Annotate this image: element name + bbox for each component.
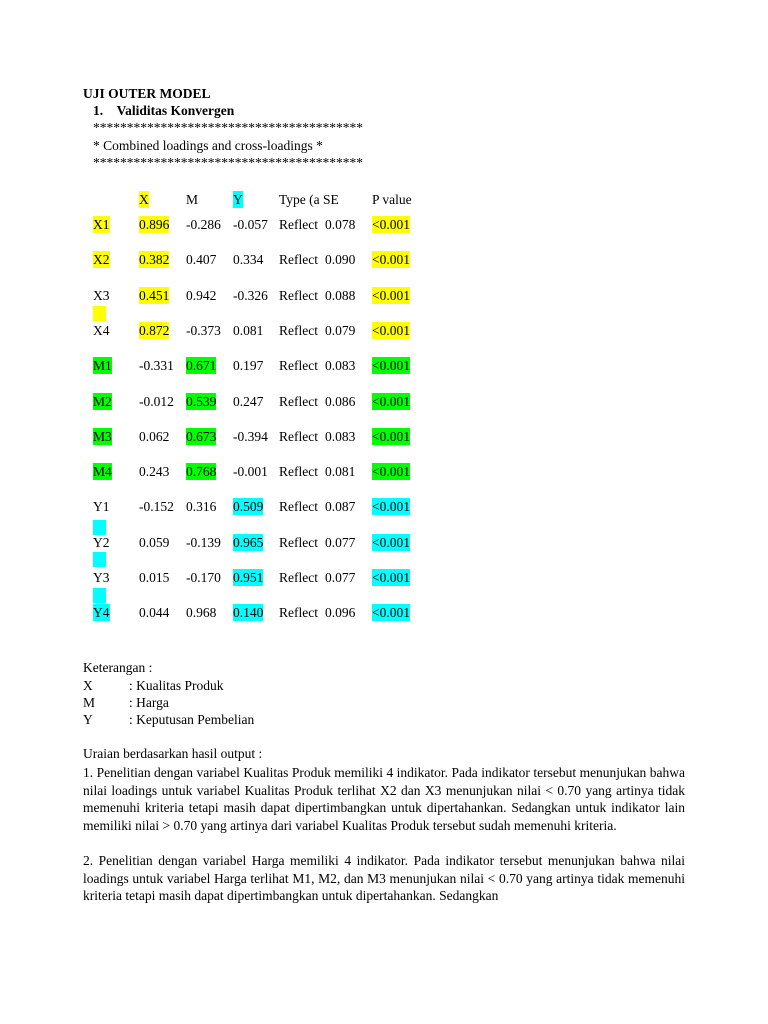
loading-x: -0.012 xyxy=(139,394,174,409)
standard-error: 0.081 xyxy=(325,464,356,479)
standard-error: 0.083 xyxy=(325,358,356,373)
highlight-mark xyxy=(93,552,106,567)
row-label: Y3 xyxy=(93,570,110,585)
p-value: <0.001 xyxy=(372,288,410,303)
legend-key: M xyxy=(83,695,96,710)
p-value: <0.001 xyxy=(372,394,410,409)
row-label: Y2 xyxy=(93,535,110,550)
loading-x: 0.059 xyxy=(139,535,170,550)
indicator-type: Reflect xyxy=(279,252,318,267)
legend-value: : Harga xyxy=(129,695,169,710)
row-label: X3 xyxy=(93,288,110,303)
loading-x: 0.382 xyxy=(139,252,170,267)
p-value: <0.001 xyxy=(372,252,410,267)
standard-error: 0.096 xyxy=(325,605,356,620)
row-label: X2 xyxy=(93,252,110,267)
indicator-type: Reflect xyxy=(279,288,318,303)
row-label: Y4 xyxy=(93,605,110,620)
section-title: Validitas Konvergen xyxy=(116,103,235,118)
loading-x: 0.896 xyxy=(139,217,170,232)
loading-y: 0.334 xyxy=(233,252,264,267)
document-heading: UJI OUTER MODEL xyxy=(83,86,211,101)
indicator-type: Reflect xyxy=(279,429,318,444)
row-label: Y1 xyxy=(93,499,110,514)
legend-item xyxy=(83,677,224,694)
loading-x: 0.451 xyxy=(139,288,170,303)
indicator-type: Reflect xyxy=(279,217,318,232)
section-number: 1. xyxy=(93,103,104,118)
row-label: M1 xyxy=(93,358,112,373)
highlight-mark xyxy=(93,588,106,603)
p-value: <0.001 xyxy=(372,535,410,550)
loading-m: -0.170 xyxy=(186,570,221,585)
loading-m: 0.316 xyxy=(186,499,217,514)
legend-value: : Keputusan Pembelian xyxy=(129,712,255,727)
loading-x: 0.015 xyxy=(139,570,170,585)
loading-m: 0.942 xyxy=(186,288,217,303)
analysis-title: Uraian berdasarkan hasil output : xyxy=(83,746,263,761)
standard-error: 0.077 xyxy=(325,535,356,550)
loading-y: 0.197 xyxy=(233,358,264,373)
p-value: <0.001 xyxy=(372,323,410,338)
legend-key: Y xyxy=(83,712,93,727)
loading-m: 0.671 xyxy=(186,358,217,373)
row-label: M4 xyxy=(93,464,112,479)
loading-m: 0.539 xyxy=(186,394,217,409)
p-value: <0.001 xyxy=(372,605,410,620)
legend-item xyxy=(83,694,169,711)
indicator-type: Reflect xyxy=(279,464,318,479)
analysis-paragraph-1: 1. Penelitian dengan variabel Kualitas Produk memiliki 4 indikator. Pada indikator tersebut menunjukan bahwa nilai loadings untuk variabel Kualitas Produk terlihat X2 dan X3 menunjukan nilai < 0.70 yang artinya tidak memenuhi kriteria tetapi masih dapat dipertimbangkan untuk dipertahankan. Sedangkan untuk indikator lain memiliki nilai > 0.70 yang artinya dari variabel Kualitas Produk tersebut sudah memenuhi kriteria. xyxy=(83,765,685,833)
loading-y: 0.509 xyxy=(233,499,264,514)
loading-y: -0.001 xyxy=(233,464,268,479)
loading-x: -0.331 xyxy=(139,358,174,373)
banner-stars-top: **************************************** xyxy=(93,120,363,135)
indicator-type: Reflect xyxy=(279,570,318,585)
loading-x: 0.062 xyxy=(139,429,170,444)
indicator-type: Reflect xyxy=(279,358,318,373)
legend-title: Keterangan : xyxy=(83,660,153,675)
standard-error: 0.086 xyxy=(325,394,356,409)
loading-m: 0.407 xyxy=(186,252,217,267)
indicator-type: Reflect xyxy=(279,394,318,409)
loading-x: -0.152 xyxy=(139,499,174,514)
legend-value: : Kualitas Produk xyxy=(129,678,224,693)
loading-x: 0.872 xyxy=(139,323,170,338)
p-value: <0.001 xyxy=(372,464,410,479)
standard-error: 0.087 xyxy=(325,499,356,514)
loading-y: 0.140 xyxy=(233,605,264,620)
indicator-type: Reflect xyxy=(279,323,318,338)
loading-y: -0.394 xyxy=(233,429,268,444)
row-label: X1 xyxy=(93,217,110,232)
header-p-value: P value xyxy=(372,192,412,207)
indicator-type: Reflect xyxy=(279,535,318,550)
header-y: Y xyxy=(233,192,243,207)
loading-m: -0.139 xyxy=(186,535,221,550)
loading-y: -0.057 xyxy=(233,217,268,232)
legend-item xyxy=(83,711,254,728)
p-value: <0.001 xyxy=(372,570,410,585)
standard-error: 0.083 xyxy=(325,429,356,444)
header-m: M xyxy=(186,192,199,207)
highlight-mark xyxy=(93,520,106,535)
loading-y: 0.965 xyxy=(233,535,264,550)
p-value: <0.001 xyxy=(372,217,410,232)
standard-error: 0.079 xyxy=(325,323,356,338)
loading-y: 0.081 xyxy=(233,323,264,338)
banner-caption: * Combined loadings and cross-loadings * xyxy=(93,138,323,153)
p-value: <0.001 xyxy=(372,499,410,514)
loading-x: 0.243 xyxy=(139,464,170,479)
loading-m: -0.373 xyxy=(186,323,221,338)
loading-y: 0.247 xyxy=(233,394,264,409)
standard-error: 0.077 xyxy=(325,570,356,585)
p-value: <0.001 xyxy=(372,429,410,444)
standard-error: 0.090 xyxy=(325,252,356,267)
indicator-type: Reflect xyxy=(279,605,318,620)
header-x: X xyxy=(139,192,149,207)
banner-stars-bottom: **************************************** xyxy=(93,155,363,170)
loading-m: 0.768 xyxy=(186,464,217,479)
analysis-paragraph-2: 2. Penelitian dengan variabel Harga memiliki 4 indikator. Pada indikator tersebut menunjukan bahwa nilai loadings untuk variabel Harga terlihat M1, M2, dan M3 menunjukan nilai < 0.70 yang artinya tidak memenuhi kriteria tetapi masih dapat dipertimbangkan untuk dipertahankan. Sedangkan xyxy=(83,853,685,903)
loading-y: -0.326 xyxy=(233,288,268,303)
row-label: X4 xyxy=(93,323,110,338)
table-clip xyxy=(0,0,412,640)
loading-y: 0.951 xyxy=(233,570,264,585)
loading-m: -0.286 xyxy=(186,217,221,232)
header-type-se: Type (a SE xyxy=(279,192,339,207)
loading-m: 0.673 xyxy=(186,429,217,444)
loading-m: 0.968 xyxy=(186,605,217,620)
standard-error: 0.078 xyxy=(325,217,356,232)
row-label: M3 xyxy=(93,429,112,444)
legend-key: X xyxy=(83,678,93,693)
highlight-mark xyxy=(93,306,106,321)
indicator-type: Reflect xyxy=(279,499,318,514)
row-label: M2 xyxy=(93,394,112,409)
loading-x: 0.044 xyxy=(139,605,170,620)
p-value: <0.001 xyxy=(372,358,410,373)
standard-error: 0.088 xyxy=(325,288,356,303)
